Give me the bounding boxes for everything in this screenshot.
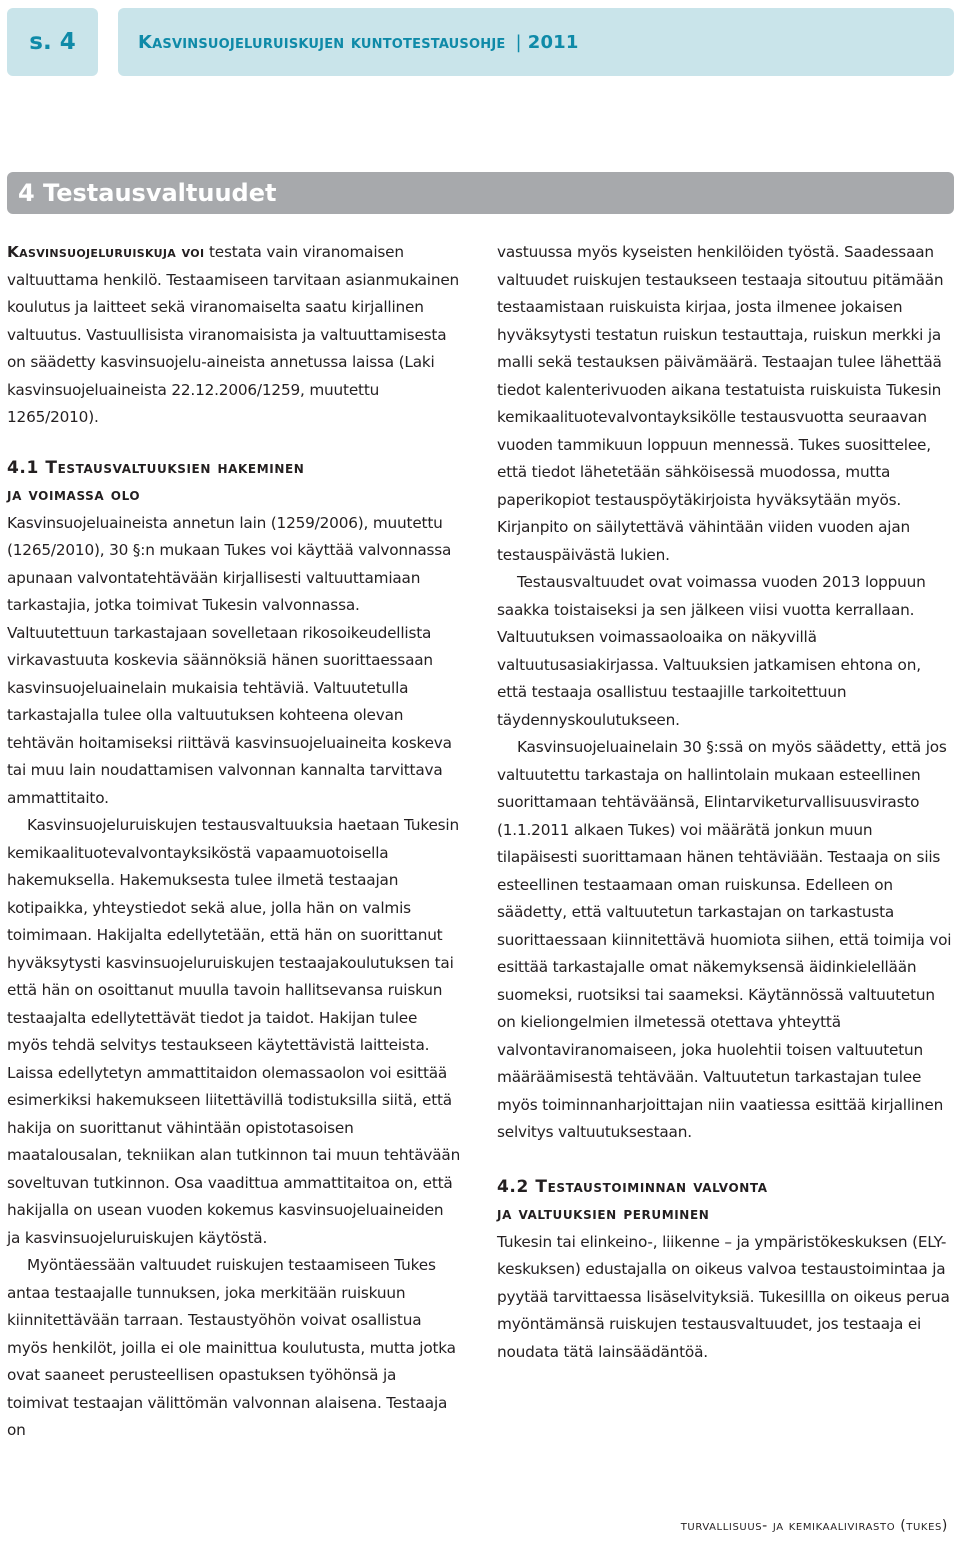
subsection-heading-4-1-line2: ja voimassa olo xyxy=(7,485,141,505)
footer-publisher: turvallisuus- ja kemikaalivirasto (tukes) xyxy=(680,1518,948,1534)
subsection-heading-4-1: 4.1 Testausvaltuuksien hakeminen xyxy=(7,457,305,478)
section-title: 4 Testausvaltuudet xyxy=(18,179,277,207)
paragraph: Myöntäessään valtuudet ruiskujen testaamiseen Tukes antaa testaajalle tunnuksen, joka merkitään ruiskuun kiinnitettävään tarraan. Testaustyöhön voivat osallistua myös henkilöt, joilla ei ole mainittua koulutusta, mutta jotka ovat saaneet perusteellisen opastuksen työhönsä ja toimivat testaajan välittömän valvonnan alaisena. Testaaja on xyxy=(7,1256,456,1439)
paragraph: Kasvinsuojeluainelain 30 §:ssä on myös säädetty, että jos valtuutettu tarkastaja on hallintolain mukaan esteellinen suorittamaan tehtäväänsä, Elintarviketurvallisuusvirasto (1.1.2011 alkaen Tukes) voi määrätä jonkun muun tilapäisesti suorittamaan hänen tehtäviään. Testaaja on siis esteellinen testaamaan oman ruiskunsa. Edelleen on säädetty, että valtuutetun tarkastajan on tarkastusta suorittaessaan kiinnitettävä huomiota siihen, että toimija voi esittää tarkastajalle omat näkemyksensä äidinkielellään suomeksi, ruotsiksi tai saameksi. Käytännössä valtuutetun on kieliongelmien ilmetessä otettava yhteyttä valvontaviranomaiseen, joka huolehtii toisen valtuutetun määräämisestä tehtävään. Valtuutetun tarkastajan tulee myös toiminnanharjoittajan niin vaatiessa esittää kirjallinen selvitys valtuutuksestaan. xyxy=(497,738,952,1141)
section-title-bar xyxy=(7,172,954,214)
paragraph: Testausvaltuudet ovat voimassa vuoden 2013 loppuun saakka toistaiseksi ja sen jälkeen viisi vuotta kerrallaan. Valtuutuksen voimassaoloaika on näkyvillä valtuutusasiakirjassa. Valtuuksien jatkamisen ehtona on, että testaaja osallistuu testaajille tarkoitettuun täydennyskoulutukseen. xyxy=(497,573,926,729)
right-column xyxy=(497,239,953,1366)
header-separator: | xyxy=(515,31,522,53)
document-title: Kasvinsuojeluruiskujen kuntotestausohje xyxy=(138,31,506,53)
page-number: s. 4 xyxy=(29,29,76,55)
paragraph: Kasvinsuojeluruiskujen testausvaltuuksia haetaan Tukesin kemikaalituotevalvontayksiköstä vapaamuotoisella hakemuksella. Hakemuksesta tulee ilmetä testaajan kotipaikka, yhteystiedot sekä alue, jolla hän on valmis toimimaan. Hakijalta edellytetään, että hän on suorittanut hyväksytysti kasvinsuojeluruiskujen testaajakoulutuksen tai että hän on osoittanut muulla tavoin hallitsevansa ruiskun testaajalta edellytettävät tiedot ja taidot. Hakijan tulee myös tehdä selvitys testaukseen käytettävistä laitteista. Laissa edellytetyn ammattitaidon olemassaolon voi esittää esimerkiksi hakemukseen liitettävillä todistuksilla siitä, että hakija on suorittanut vähintään opistotasoisen maatalousalan, tekniikan alan tutkinnon tai muun tehtävään soveltuvan tutkinnon. Osa vaadittua ammattitaitoa on, että hakijalla on usean vuoden kokemus kasvinsuojeluaineiden ja kasvinsuojeluruiskujen käytöstä. xyxy=(7,816,461,1247)
page-number-box xyxy=(7,8,98,76)
subsection-heading-4-2: 4.2 Testaustoiminnan valvonta xyxy=(497,1176,768,1197)
paragraph: Tukesin tai elinkeino-, liikenne – ja ympäristökeskuksen (ELY-keskuksen) edustajalla on oikeus valvoa testaustoimintaa ja pyytää tarvittaessa lisäselvityksiä. Tukesillla on oikeus perua myöntämänsä ruiskujen testausvaltuudet, jos testaaja ei noudata tätä lainsäädäntöä. xyxy=(497,1232,950,1361)
intro-text: testata vain viranomaisen valtuuttama henkilö. Testaamiseen tarvitaan asianmukainen koulutus ja laitteet sekä viranomaiselta saatu kirjallinen valtuutus. Vastuullisista viranomaisista ja valtuuttamisesta on säädetty kasvinsuojelu-aineista annetussa laissa (Laki kasvinsuojeluaineista 22.12.2006/1259, muutettu 1265/2010). xyxy=(7,243,460,426)
intro-paragraph xyxy=(7,239,461,432)
paragraph: vastuussa myös kyseisten henkilöiden työstä. Saadessaan valtuudet ruiskujen testaukseen testaaja sitoutuu pitämään testaamistaan ruiskuista kirjaa, josta ilmenee jokaisen hyväksytysti testatun ruiskun testauttaja, ruiskun merkki ja malli sekä testauksen päivämäärä. Testaajan tulee lähettää tiedot kalenterivuoden aikana testatuista ruiskuista Tukesin kemikaalituotevalvontayksikölle testausvuotta seuraavan vuoden tammikuun loppuun mennessä. Tukes suosittelee, että tiedot lähetetään sähköisessä muodossa, mutta paperikopiot testauspöytäkirjoista hyväksytään myös. Kirjanpito on säilytettävä vähintään viiden vuoden ajan testauspäivästä lukien. xyxy=(497,243,944,564)
document-year: 2011 xyxy=(527,31,579,53)
document-header xyxy=(118,8,954,76)
left-column xyxy=(7,239,461,1445)
subsection-heading-4-2-line2: ja valtuuksien peruminen xyxy=(497,1204,710,1224)
paragraph: Kasvinsuojeluaineista annetun lain (1259/2006), muutettu (1265/2010), 30 §:n mukaan Tukes voi käyttää valvonnassa apunaan valvontatehtävään kirjallisesti valtuuttamiaan tarkastajia, jotka toimivat Tukesin valvonnassa. Valtuutettuun tarkastajaan sovelletaan rikosoikeudellista virkavastuuta koskevia säännöksiä hänen suorittaessaan kasvinsuojeluainelain mukaisia tehtäviä. Valtuutetulla tarkastajalla tulee olla valtuutuksen kohteena olevan tehtävän hoitamiseksi riittävä kasvinsuojeluaineita koskeva tai muu lain noudattamisen valvonnan kannalta tarvittava ammattitaito. xyxy=(7,513,452,807)
intro-lead: Kasvinsuojeluruiskuja voi xyxy=(7,243,205,261)
